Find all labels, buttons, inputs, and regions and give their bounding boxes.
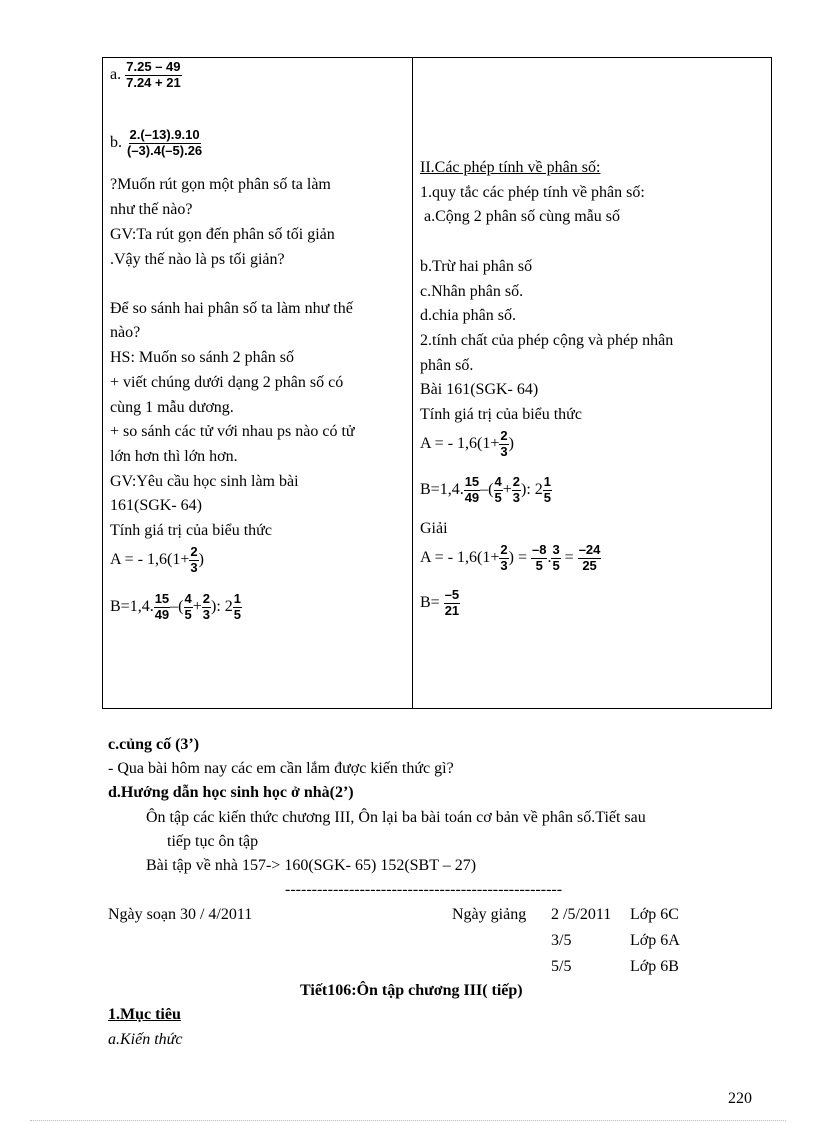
- class-2: Lớp 6A: [630, 932, 680, 949]
- fraction: $\frac{2}{3}$: [500, 428, 508, 459]
- fraction: $\frac{-24}{25}$: [578, 542, 601, 573]
- student-answer-5: lớn hơn thì lớn hơn.: [110, 448, 238, 465]
- student-answer-2: + viết chúng dưới dạng 2 phân số có: [110, 374, 344, 391]
- homework-line-1: Ôn tập các kiến thức chương III, Ôn lại ba bài toán cơ bản về phân số.Tiết sau: [146, 809, 646, 826]
- fraction: $\frac{4}{5}$: [184, 591, 192, 622]
- fraction: $\frac{15}{49}$: [154, 591, 170, 622]
- solution-B: B= $\frac{-5}{21}$: [420, 587, 460, 618]
- student-answer-3: cùng 1 mẫu dương.: [110, 399, 234, 416]
- question-simplify: ?Muốn rút gọn một phân số ta làm: [110, 176, 331, 193]
- rule-c: c.Nhân phân số.: [420, 283, 524, 300]
- fraction: $\frac{2}{3}$: [512, 474, 520, 505]
- fraction: $\frac{2}{3}$: [500, 542, 508, 573]
- rule-a: a.Cộng 2 phân số cùng mẫu số: [424, 208, 620, 225]
- exercise-161: Bài 161(SGK- 64): [420, 381, 539, 398]
- teach-date-label: Ngày giảng: [452, 906, 527, 923]
- rule-d: d.chia phân số.: [420, 307, 516, 324]
- compute-instruction: Tính giá trị của biểu thức: [110, 522, 272, 539]
- page-edge: [30, 1120, 786, 1121]
- divider: ----------------------------------------------------: [285, 881, 563, 898]
- property-line-1: 2.tính chất của phép cộng và phép nhân: [420, 332, 674, 349]
- section-heading: II.Các phép tính về phân số:: [420, 159, 601, 176]
- homework-exercises: Bài tập về nhà 157-> 160(SGK- 65) 152(SBT – 27): [146, 857, 477, 874]
- student-answer-1: HS: Muốn so sánh 2 phân số: [110, 349, 295, 366]
- teach-date-1: 2 /5/2011: [551, 906, 612, 923]
- class-3: Lớp 6B: [630, 958, 679, 975]
- question-simplify-2: như thế nào?: [110, 201, 193, 218]
- expression-A-right: A = - 1,6(1+ $\frac{2}{3}$ ): [420, 428, 514, 459]
- teacher-note-1: GV:Ta rút gọn đến phân số tối giản: [110, 226, 335, 243]
- teach-date-3: 5/5: [551, 958, 572, 975]
- solution-label: Giải: [420, 520, 448, 537]
- rule-title: 1.quy tắc các phép tính về phân số:: [420, 184, 645, 201]
- fraction: $\frac{1}{5}$: [233, 591, 242, 622]
- student-answer-4: + so sánh các tử với nhau ps nào có tử: [110, 423, 355, 440]
- fraction: $\frac{1}{5}$: [543, 474, 552, 505]
- consolidation-heading: c.củng cố (3’): [108, 736, 200, 753]
- fraction: $\frac{-5}{21}$: [444, 587, 460, 618]
- fraction-a: $\frac{7.25 - 49}{7.24 + 21}$: [126, 59, 181, 90]
- homework-line-2: tiếp tục ôn tập: [167, 833, 259, 850]
- compute-instruction-right: Tính giá trị của biểu thức: [420, 406, 582, 423]
- teach-date-2: 3/5: [551, 932, 572, 949]
- fraction: $\frac{-8}{5}$: [531, 542, 547, 573]
- fraction: $\frac{2}{3}$: [202, 591, 210, 622]
- property-line-2: phân số.: [420, 357, 474, 374]
- page-number: 220: [728, 1090, 752, 1107]
- fraction: $\frac{4}{5}$: [494, 474, 502, 505]
- exercise-b: b. $\frac{2.(-13).9.10}{(-3).4(-5).26}$: [110, 127, 203, 158]
- column-divider: [412, 57, 413, 708]
- fraction: $\frac{3}{5}$: [552, 542, 560, 573]
- fraction: $\frac{2}{3}$: [190, 544, 198, 575]
- fraction-b: $\frac{2.(-13).9.10}{(-3).4(-5).26}$: [127, 127, 203, 158]
- homework-heading: d.Hướng dẫn học sinh học ở nhà(2’): [108, 784, 354, 801]
- prep-date: Ngày soạn 30 / 4/2011: [108, 906, 253, 923]
- exercise-a: a. $\frac{7.25 - 49}{7.24 + 21}$: [110, 59, 181, 90]
- teacher-note-2b: 161(SGK- 64): [110, 497, 202, 514]
- question-compare-2: nào?: [110, 324, 141, 341]
- solution-A: A = - 1,6(1+ $\frac{2}{3}$ ) = $\frac{-8}{5}$ . $\frac{3}{5}$ = $\frac{-24}{25}$: [420, 542, 601, 573]
- class-1: Lớp 6C: [630, 906, 679, 923]
- knowledge-heading: a.Kiến thức: [108, 1031, 183, 1048]
- question-compare: Để so sánh hai phân số ta làm như thế: [110, 300, 353, 317]
- rule-b: b.Trừ hai phân số: [420, 258, 533, 275]
- fraction: $\frac{15}{49}$: [464, 474, 480, 505]
- expression-B-right: B=1,4. $\frac{15}{49}$ –( $\frac{4}{5}$ + $\frac{2}{3}$ ): 2 $\frac{1}{5}$: [420, 474, 552, 505]
- teacher-note-1b: .Vậy thế nào là ps tối giản?: [110, 251, 285, 268]
- objectives-heading: 1.Mục tiêu: [108, 1006, 181, 1023]
- expression-B: B=1,4. $\frac{15}{49}$ –( $\frac{4}{5}$ + $\frac{2}{3}$ ): 2 $\frac{1}{5}$: [110, 591, 242, 622]
- consolidation-question: - Qua bài hôm nay các em cần lắm được kiến thức gì?: [108, 760, 454, 777]
- teacher-note-2: GV:Yêu cầu học sinh làm bài: [110, 473, 299, 490]
- lesson-title: Tiết106:Ôn tập chương III( tiếp): [300, 982, 523, 999]
- expression-A: A = - 1,6(1+ $\frac{2}{3}$ ): [110, 544, 204, 575]
